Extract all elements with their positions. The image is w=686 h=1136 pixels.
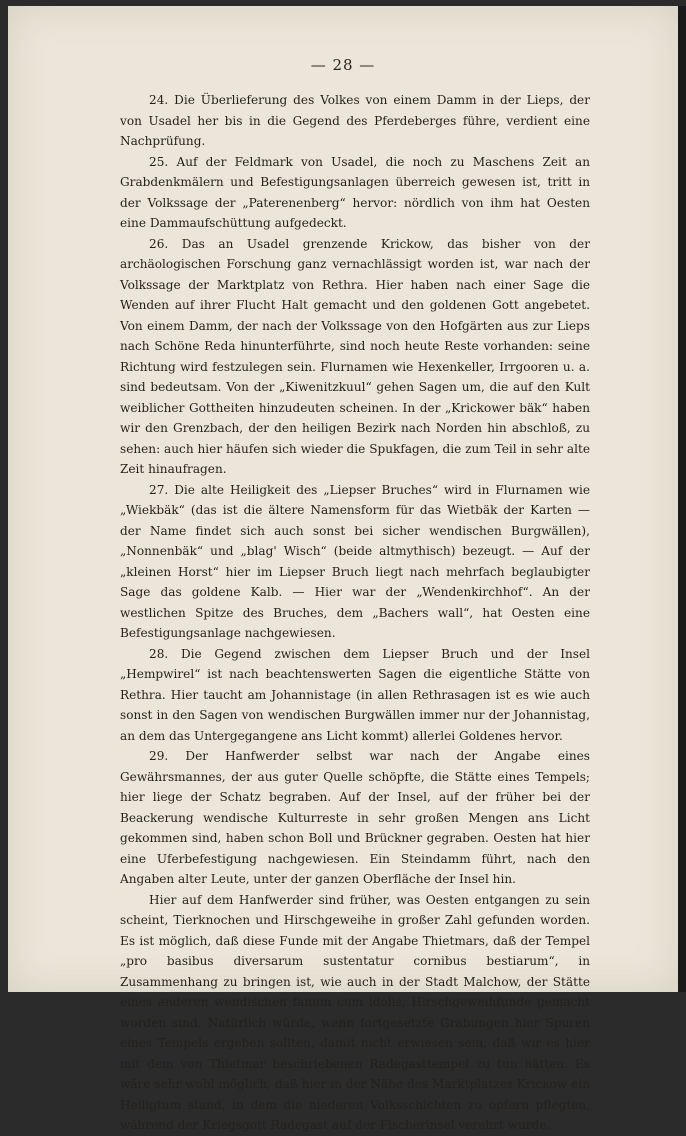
paragraph-24: 24. Die Überlieferung des Volkes von einem Damm in der Lieps, der von Usadel her bis in die Gegend des Pferdeberges führe, verdient eine Nachprüfung. [120,93,590,148]
paragraph-29-continued: Hier auf dem Hanfwerder sind früher, was Oesten entgangen zu sein scheint, Tierknochen und Hirschgeweihe in großer Zahl gefunden worden. Es ist möglich, daß diese Funde mit der Angabe Thietmars, daß der Tempel „pro basibus diversarum sustentatur cornibus bestiarum“, in Zusammenhang zu bringen ist, wie auch in der Stadt Malchow, der Stätte eines anderen wendischen fanum cum idolis, Hirschgeweihfunde gemacht worden sind. Natürlich würde, wenn fortgesetzte Grabungen hier Spuren eines Tempels ergeben sollten, damit nicht erwiesen sein, daß wir es hier mit dem von Thietmar beschriebenen Radegasttempel zu tun hätten. Es wäre sehr wohl möglich, daß hier in der Nähe des Marktplatzes Krickow ein Heiligtum stand, in dem die niederen Volksschichten zu opfern pflegten, während der Kriegsgott Radegast auf der Fischerinsel verehrt wurde. [120,892,590,1132]
paragraph-26: 26. Das an Usadel grenzende Krickow, das bisher von der archäologischen Forschung ganz vernachlässigt worden ist, war nach der Volkssage der Marktplatz von Rethra. Hier haben nach einer Sage die Wenden auf ihrer Flucht Halt gemacht und den goldenen Gott angebetet. Von einem Damm, der nach der Volkssage von den Hofgärten aus zur Lieps nach Schöne Reda hinunterführte, sind noch heute Reste vorhanden: seine Richtung wird festzulegen sein. Flurnamen wie Hexenkeller, Irrgooren u. a. sind bedeutsam. Von der „Kiwenitzkuul“ gehen Sagen um, die auf den Kult weiblicher Gottheiten hinzudeuten scheinen. In der „Krickower bäk“ haben wir den Grenzbach, der den heiligen Bezirk nach Norden hin abschloß, zu sehen: auch hier häufen sich wieder die Spukfagen, die zum Teil in sehr alte Zeit hinaufragen. [120,236,590,476]
paragraph-27: 27. Die alte Heiligkeit des „Liepser Bruches“ wird in Flurnamen wie „Wiekbäk“ (das ist die ältere Namensform für das Wietbäk der Karten — der Name findet sich auch sonst bei sicher wendischen Burgwällen), „Nonnenbäk“ und „blag' Wisch“ (beide altmythisch) bezeugt. — Auf der „kleinen Horst“ hier im Liepser Bruch liegt nach mehrfach beglaubigter Sage das goldene Kalb. — Hier war der „Wendenkirchhof“. An der westlichen Spitze des Bruches, dem „Bachers wall“, hat Oesten eine Befestigungsanlage nachgewiesen. [120,482,590,640]
paragraph-25: 25. Auf der Feldmark von Usadel, die noch zu Maschens Zeit an Grabdenkmälern und Befestigungsanlagen überreich gewesen ist, tritt in der Volkssage der „Paterenenberg“ hervor: nördlich von ihm hat Oesten eine Dammaufschüttung aufgedeckt. [120,154,590,230]
page-number: — 28 — [310,56,376,74]
paragraph-28: 28. Die Gegend zwischen dem Liepser Bruch und der Insel „Hempwirel“ ist nach beachtenswerten Sagen die eigentliche Stätte von Rethra. Hier taucht am Johannistage (in allen Rethrasagen ist es wie auch sonst in den Sagen von wendischen Burgwällen immer nur der Johannistag, an dem das Untergegangene ans Licht kommt) allerlei Goldenes hervor. [120,646,590,743]
scan-edge [678,6,686,992]
body-text [120,90,590,1136]
paragraph-29: 29. Der Hanfwerder selbst war nach der Angabe eines Gewährsmannes, der aus guter Quelle schöpfte, die Stätte eines Tempels; hier liege der Schatz begraben. Auf der Insel, auf der früher bei der Beackerung wendische Kulturreste in sehr großen Mengen ans Licht gekommen sind, haben schon Boll und Brückner gegraben. Oesten hat hier eine Uferbefestigung nachgewiesen. Ein Steindamm führt, nach den Angaben alter Leute, unter der ganzen Oberfläche der Insel hin. [120,749,590,886]
